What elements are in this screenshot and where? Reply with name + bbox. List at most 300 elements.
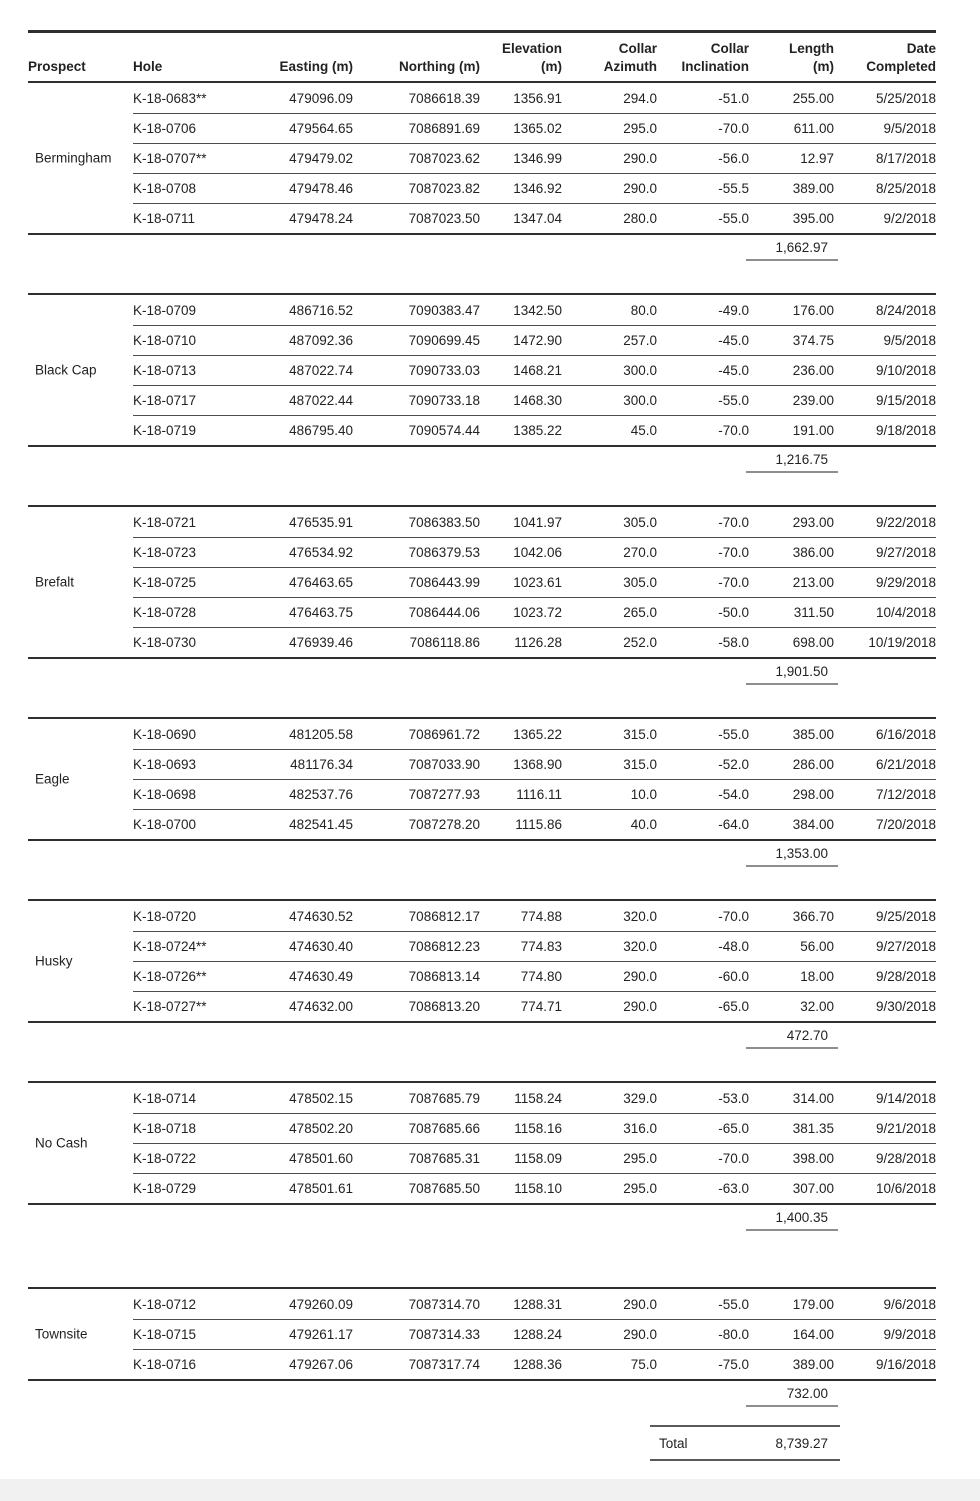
- cell-inclination: -55.5: [718, 180, 749, 196]
- cell-date: 9/2/2018: [883, 210, 936, 226]
- cell-inclination: -64.0: [718, 816, 749, 832]
- table-row: [28, 749, 936, 779]
- table-row: [28, 325, 936, 355]
- cell-azimuth: 315.0: [623, 726, 657, 742]
- cell-hole: K-18-0719: [133, 422, 197, 438]
- cell-hole: K-18-0728: [133, 604, 197, 620]
- cell-elevation: 1468.21: [513, 362, 562, 378]
- cell-elevation: 1042.06: [513, 544, 562, 560]
- prospect-group: [28, 293, 936, 473]
- cell-date: 5/25/2018: [875, 90, 936, 106]
- cell-length: 314.00: [792, 1090, 834, 1106]
- cell-hole: K-18-0730: [133, 634, 197, 650]
- cell-inclination: -52.0: [718, 756, 749, 772]
- cell-length: 384.00: [792, 816, 834, 832]
- cell-northing: 7087685.79: [408, 1090, 480, 1106]
- cell-inclination: -54.0: [718, 786, 749, 802]
- cell-inclination: -55.0: [718, 210, 749, 226]
- cell-length: 179.00: [792, 1296, 834, 1312]
- group-length-subtotal: 1,901.50: [746, 659, 838, 685]
- cell-elevation: 1365.02: [513, 120, 562, 136]
- page-bottom-strip: [0, 1479, 980, 1501]
- cell-northing: 7086618.39: [408, 90, 480, 106]
- prospect-group: [28, 899, 936, 1049]
- cell-length: 389.00: [792, 180, 834, 196]
- group-rows: [28, 717, 936, 841]
- group-rows: [28, 505, 936, 659]
- cell-northing: 7086379.53: [408, 544, 480, 560]
- table-row: [28, 719, 936, 749]
- cell-northing: 7086812.23: [408, 938, 480, 954]
- cell-northing: 7087023.82: [408, 180, 480, 196]
- cell-elevation: 1346.92: [513, 180, 562, 196]
- cell-elevation: 1468.30: [513, 392, 562, 408]
- cell-elevation: 1115.86: [515, 816, 562, 832]
- cell-azimuth: 45.0: [630, 422, 657, 438]
- cell-date: 9/29/2018: [875, 574, 936, 590]
- cell-inclination: -70.0: [718, 514, 749, 530]
- grand-total-value: 8,739.27: [775, 1436, 828, 1451]
- header-prospect: Prospect: [28, 59, 86, 74]
- grand-total-label: Total: [659, 1436, 688, 1451]
- header-length: Length (m): [789, 41, 834, 74]
- cell-azimuth: 316.0: [623, 1120, 657, 1136]
- cell-length: 293.00: [792, 514, 834, 530]
- group-rows: [28, 293, 936, 447]
- cell-northing: 7086118.86: [409, 634, 480, 650]
- cell-northing: 7087278.20: [408, 816, 480, 832]
- cell-hole: K-18-0726**: [133, 968, 207, 984]
- header-elevation: Elevation (m): [501, 41, 562, 74]
- cell-inclination: -60.0: [718, 968, 749, 984]
- cell-length: 191.00: [792, 422, 834, 438]
- cell-easting: 474632.00: [289, 998, 353, 1014]
- cell-hole: K-18-0724**: [133, 938, 207, 954]
- group-length-subtotal: 472.70: [746, 1023, 838, 1049]
- cell-length: 298.00: [792, 786, 834, 802]
- cell-easting: 478502.15: [289, 1090, 353, 1106]
- table-row: [28, 1113, 936, 1143]
- group-rows: [28, 1081, 936, 1205]
- cell-length: 236.00: [792, 362, 834, 378]
- cell-elevation: 1023.72: [513, 604, 562, 620]
- cell-easting: 479564.65: [289, 120, 353, 136]
- cell-date: 8/17/2018: [875, 150, 936, 166]
- cell-northing: 7087685.66: [408, 1120, 480, 1136]
- cell-azimuth: 270.0: [623, 544, 657, 560]
- cell-date: 9/18/2018: [875, 422, 936, 438]
- cell-easting: 478502.20: [289, 1120, 353, 1136]
- cell-hole: K-18-0710: [133, 332, 197, 348]
- cell-elevation: 1346.99: [513, 150, 562, 166]
- cell-easting: 478501.60: [289, 1150, 353, 1166]
- cell-azimuth: 252.0: [623, 634, 657, 650]
- cell-hole: K-18-0708: [133, 180, 197, 196]
- cell-easting: 479478.46: [289, 180, 353, 196]
- table-row: [28, 537, 936, 567]
- prospect-group: [28, 1287, 936, 1407]
- cell-easting: 479267.06: [289, 1356, 353, 1372]
- cell-date: 10/6/2018: [875, 1180, 936, 1196]
- cell-elevation: 1368.90: [513, 756, 562, 772]
- cell-northing: 7090574.44: [408, 422, 480, 438]
- cell-northing: 7087033.90: [408, 756, 480, 772]
- cell-elevation: 1126.28: [514, 634, 562, 650]
- cell-length: 611.00: [793, 120, 834, 136]
- cell-date: 6/16/2018: [875, 726, 936, 742]
- cell-length: 386.00: [792, 544, 834, 560]
- cell-easting: 486716.52: [289, 302, 353, 318]
- cell-hole: K-18-0725: [133, 574, 197, 590]
- cell-elevation: 1288.31: [513, 1296, 562, 1312]
- cell-inclination: -56.0: [718, 150, 749, 166]
- group-length-subtotal: 1,400.35: [746, 1205, 838, 1231]
- cell-azimuth: 290.0: [623, 1326, 657, 1342]
- cell-elevation: 1288.24: [513, 1326, 562, 1342]
- cell-date: 6/21/2018: [875, 756, 936, 772]
- header-easting: Easting (m): [279, 59, 353, 74]
- cell-length: 398.00: [792, 1150, 834, 1166]
- cell-easting: 478501.61: [289, 1180, 353, 1196]
- cell-easting: 479261.17: [289, 1326, 353, 1342]
- cell-northing: 7090733.03: [408, 362, 480, 378]
- cell-easting: 474630.52: [289, 908, 353, 924]
- prospect-label: Black Cap: [35, 362, 97, 378]
- cell-hole: K-18-0727**: [133, 998, 207, 1014]
- cell-hole: K-18-0722: [133, 1150, 197, 1166]
- cell-hole: K-18-0693: [133, 756, 197, 772]
- table-row: [28, 1349, 936, 1379]
- cell-inclination: -70.0: [718, 908, 749, 924]
- drill-hole-table: [28, 30, 936, 1496]
- cell-hole: K-18-0700: [133, 816, 197, 832]
- cell-azimuth: 300.0: [623, 362, 657, 378]
- cell-azimuth: 290.0: [623, 180, 657, 196]
- cell-length: 12.97: [800, 150, 834, 166]
- prospect-label: Bermingham: [35, 150, 112, 166]
- cell-date: 9/28/2018: [875, 1150, 936, 1166]
- cell-date: 9/9/2018: [883, 1326, 936, 1342]
- cell-easting: 481176.34: [290, 756, 353, 772]
- cell-hole: K-18-0712: [133, 1296, 197, 1312]
- cell-length: 18.00: [800, 968, 834, 984]
- cell-date: 9/6/2018: [883, 1296, 936, 1312]
- cell-length: 239.00: [792, 392, 834, 408]
- cell-inclination: -48.0: [718, 938, 749, 954]
- cell-length: 176.00: [792, 302, 834, 318]
- cell-date: 9/22/2018: [875, 514, 936, 530]
- cell-hole: K-18-0716: [133, 1356, 197, 1372]
- cell-easting: 479260.09: [289, 1296, 353, 1312]
- cell-date: 9/5/2018: [883, 332, 936, 348]
- cell-azimuth: 10.0: [630, 786, 657, 802]
- cell-length: 698.00: [792, 634, 834, 650]
- cell-date: 9/28/2018: [875, 968, 936, 984]
- cell-inclination: -70.0: [718, 574, 749, 590]
- cell-date: 10/19/2018: [868, 634, 936, 650]
- cell-length: 389.00: [792, 1356, 834, 1372]
- cell-inclination: -80.0: [718, 1326, 749, 1342]
- cell-hole: K-18-0729: [133, 1180, 197, 1196]
- cell-date: 9/14/2018: [875, 1090, 936, 1106]
- table-row: [28, 203, 936, 233]
- cell-easting: 479478.24: [289, 210, 353, 226]
- cell-inclination: -65.0: [718, 1120, 749, 1136]
- table-row: [28, 931, 936, 961]
- cell-hole: K-18-0714: [133, 1090, 197, 1106]
- cell-azimuth: 265.0: [623, 604, 657, 620]
- group-rows: [28, 899, 936, 1023]
- cell-hole: K-18-0709: [133, 302, 197, 318]
- cell-azimuth: 80.0: [630, 302, 657, 318]
- cell-date: 9/16/2018: [875, 1356, 936, 1372]
- cell-length: 381.35: [792, 1120, 834, 1136]
- cell-northing: 7090699.45: [408, 332, 480, 348]
- cell-inclination: -63.0: [718, 1180, 749, 1196]
- prospect-label: No Cash: [35, 1135, 88, 1151]
- cell-hole: K-18-0706: [133, 120, 197, 136]
- cell-inclination: -70.0: [718, 1150, 749, 1166]
- cell-date: 8/25/2018: [875, 180, 936, 196]
- cell-azimuth: 295.0: [623, 120, 657, 136]
- cell-date: 7/20/2018: [875, 816, 936, 832]
- cell-azimuth: 295.0: [623, 1150, 657, 1166]
- cell-northing: 7087023.50: [408, 210, 480, 226]
- cell-inclination: -70.0: [718, 120, 749, 136]
- cell-elevation: 1347.04: [513, 210, 562, 226]
- cell-elevation: 774.80: [520, 968, 562, 984]
- cell-easting: 476463.75: [289, 604, 353, 620]
- table-row: [28, 567, 936, 597]
- cell-elevation: 1385.22: [513, 422, 562, 438]
- cell-azimuth: 300.0: [623, 392, 657, 408]
- cell-northing: 7086383.50: [408, 514, 480, 530]
- cell-northing: 7090383.47: [408, 302, 480, 318]
- cell-azimuth: 295.0: [623, 1180, 657, 1196]
- cell-date: 9/10/2018: [875, 362, 936, 378]
- cell-inclination: -55.0: [718, 726, 749, 742]
- cell-inclination: -50.0: [718, 604, 749, 620]
- group-rows: [28, 1287, 936, 1381]
- table-row: [28, 173, 936, 203]
- cell-easting: 482537.76: [289, 786, 353, 802]
- cell-easting: 476463.65: [289, 574, 353, 590]
- cell-northing: 7086813.14: [408, 968, 480, 984]
- cell-easting: 474630.49: [289, 968, 353, 984]
- cell-easting: 479096.09: [289, 90, 353, 106]
- cell-hole: K-18-0717: [133, 392, 197, 408]
- cell-azimuth: 320.0: [623, 908, 657, 924]
- cell-hole: K-18-0707**: [133, 150, 207, 166]
- cell-elevation: 774.83: [520, 938, 562, 954]
- cell-azimuth: 290.0: [623, 1296, 657, 1312]
- table-row: [28, 113, 936, 143]
- group-rows: [28, 83, 936, 235]
- prospect-group: [28, 1081, 936, 1231]
- cell-elevation: 774.88: [520, 908, 562, 924]
- prospect-group: [28, 83, 936, 261]
- cell-date: 10/4/2018: [875, 604, 936, 620]
- cell-azimuth: 320.0: [623, 938, 657, 954]
- cell-azimuth: 315.0: [623, 756, 657, 772]
- group-length-subtotal: 1,662.97: [746, 235, 838, 261]
- group-length-subtotal: 1,216.75: [746, 447, 838, 473]
- table-row: [28, 295, 936, 325]
- cell-length: 307.00: [792, 1180, 834, 1196]
- cell-easting: 481205.58: [289, 726, 353, 742]
- cell-length: 56.00: [800, 938, 834, 954]
- grand-total-row: [650, 1425, 840, 1461]
- cell-inclination: -55.0: [718, 1296, 749, 1312]
- cell-northing: 7087317.74: [408, 1356, 480, 1372]
- header-northing: Northing (m): [399, 59, 480, 74]
- table-row: [28, 779, 936, 809]
- cell-northing: 7090733.18: [408, 392, 480, 408]
- table-row: [28, 1083, 936, 1113]
- cell-northing: 7086891.69: [408, 120, 480, 136]
- cell-inclination: -55.0: [718, 392, 749, 408]
- cell-northing: 7086812.17: [408, 908, 480, 924]
- cell-azimuth: 257.0: [623, 332, 657, 348]
- table-row: [28, 1173, 936, 1203]
- cell-inclination: -49.0: [718, 302, 749, 318]
- cell-azimuth: 329.0: [623, 1090, 657, 1106]
- cell-northing: 7086444.06: [408, 604, 480, 620]
- prospect-group: [28, 505, 936, 685]
- cell-hole: K-18-0723: [133, 544, 197, 560]
- table-row: [28, 901, 936, 931]
- cell-length: 286.00: [792, 756, 834, 772]
- cell-elevation: 1041.97: [513, 514, 562, 530]
- cell-azimuth: 280.0: [623, 210, 657, 226]
- cell-easting: 482541.45: [289, 816, 353, 832]
- table-row: [28, 1143, 936, 1173]
- cell-elevation: 1116.11: [516, 786, 562, 802]
- prospect-group: [28, 717, 936, 867]
- cell-date: 7/12/2018: [875, 786, 936, 802]
- cell-northing: 7086813.20: [408, 998, 480, 1014]
- header-hole: Hole: [133, 59, 163, 74]
- cell-hole: K-18-0698: [133, 786, 197, 802]
- table-row: [28, 991, 936, 1021]
- header-collar-azimuth: Collar Azimuth: [603, 41, 657, 74]
- cell-northing: 7087314.33: [408, 1326, 480, 1342]
- cell-date: 9/27/2018: [875, 544, 936, 560]
- cell-inclination: -75.0: [718, 1356, 749, 1372]
- cell-hole: K-18-0720: [133, 908, 197, 924]
- cell-length: 164.00: [792, 1326, 834, 1342]
- table-row: [28, 1319, 936, 1349]
- cell-length: 366.70: [792, 908, 834, 924]
- cell-date: 9/21/2018: [875, 1120, 936, 1136]
- cell-hole: K-18-0715: [133, 1326, 197, 1342]
- table-row: [28, 627, 936, 657]
- cell-easting: 476534.92: [289, 544, 353, 560]
- cell-inclination: -45.0: [718, 332, 749, 348]
- cell-length: 255.00: [792, 90, 834, 106]
- cell-northing: 7087023.62: [408, 150, 480, 166]
- cell-easting: 476535.91: [289, 514, 353, 530]
- cell-elevation: 1288.36: [513, 1356, 562, 1372]
- cell-elevation: 774.71: [520, 998, 562, 1014]
- cell-azimuth: 294.0: [623, 90, 657, 106]
- table-row: [28, 355, 936, 385]
- prospect-label: Townsite: [35, 1326, 88, 1342]
- table-row: [28, 385, 936, 415]
- cell-inclination: -53.0: [718, 1090, 749, 1106]
- prospect-label: Eagle: [35, 771, 70, 787]
- cell-hole: K-18-0711: [133, 210, 196, 226]
- cell-azimuth: 290.0: [623, 998, 657, 1014]
- table-row: [28, 1289, 936, 1319]
- cell-length: 32.00: [800, 998, 834, 1014]
- cell-inclination: -70.0: [718, 544, 749, 560]
- cell-date: 8/24/2018: [875, 302, 936, 318]
- cell-elevation: 1356.91: [513, 90, 562, 106]
- cell-easting: 486795.40: [289, 422, 353, 438]
- prospect-label: Husky: [35, 953, 73, 969]
- cell-date: 9/5/2018: [883, 120, 936, 136]
- prospect-label: Brefalt: [35, 574, 75, 590]
- cell-inclination: -51.0: [718, 90, 749, 106]
- cell-azimuth: 290.0: [623, 150, 657, 166]
- cell-azimuth: 40.0: [630, 816, 657, 832]
- header-date-completed: Date Completed: [866, 41, 936, 74]
- table-row: [28, 143, 936, 173]
- cell-elevation: 1158.24: [514, 1090, 562, 1106]
- cell-length: 311.50: [793, 604, 834, 620]
- table-header-row: [28, 30, 936, 83]
- cell-elevation: 1158.09: [514, 1150, 562, 1166]
- cell-easting: 479479.02: [289, 150, 353, 166]
- table-row: [28, 809, 936, 839]
- cell-easting: 487022.44: [289, 392, 353, 408]
- table-row: [28, 415, 936, 445]
- cell-hole: K-18-0713: [133, 362, 197, 378]
- group-length-subtotal: 732.00: [746, 1381, 838, 1407]
- group-length-subtotal: 1,353.00: [746, 841, 838, 867]
- cell-hole: K-18-0683**: [133, 90, 207, 106]
- cell-easting: 474630.40: [289, 938, 353, 954]
- cell-elevation: 1158.10: [514, 1180, 562, 1196]
- cell-easting: 487022.74: [289, 362, 353, 378]
- cell-hole: K-18-0721: [133, 514, 197, 530]
- cell-elevation: 1023.61: [513, 574, 562, 590]
- cell-date: 9/30/2018: [875, 998, 936, 1014]
- cell-hole: K-18-0718: [133, 1120, 197, 1136]
- cell-date: 9/15/2018: [875, 392, 936, 408]
- cell-elevation: 1342.50: [513, 302, 562, 318]
- cell-inclination: -58.0: [718, 634, 749, 650]
- cell-elevation: 1365.22: [513, 726, 562, 742]
- cell-northing: 7087314.70: [408, 1296, 480, 1312]
- cell-elevation: 1472.90: [513, 332, 562, 348]
- cell-northing: 7086961.72: [408, 726, 480, 742]
- table-row: [28, 507, 936, 537]
- cell-azimuth: 75.0: [630, 1356, 657, 1372]
- cell-azimuth: 305.0: [623, 514, 657, 530]
- cell-azimuth: 290.0: [623, 968, 657, 984]
- cell-length: 395.00: [792, 210, 834, 226]
- cell-inclination: -45.0: [718, 362, 749, 378]
- cell-length: 213.00: [792, 574, 834, 590]
- table-row: [28, 83, 936, 113]
- cell-inclination: -70.0: [718, 422, 749, 438]
- cell-date: 9/27/2018: [875, 938, 936, 954]
- cell-elevation: 1158.16: [514, 1120, 562, 1136]
- table-row: [28, 961, 936, 991]
- cell-northing: 7087277.93: [408, 786, 480, 802]
